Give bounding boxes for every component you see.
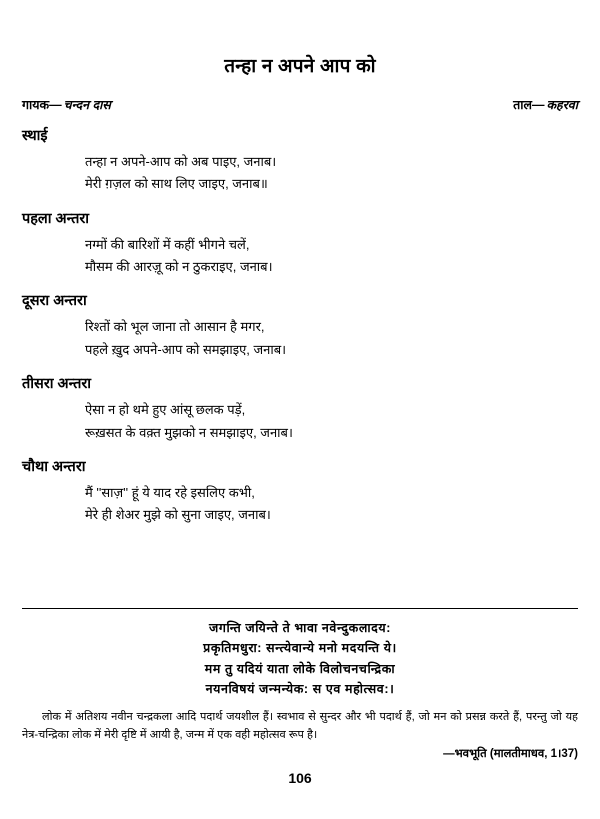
stanza-lines [22, 399, 578, 444]
taal-credit [513, 96, 578, 113]
taal-dash: — [531, 98, 545, 112]
stanza-label: दूसरा अन्तरा [22, 293, 87, 310]
stanza-lines [22, 482, 578, 527]
sanskrit-verse [22, 618, 578, 699]
sanskrit-line: नयनविषयं जन्मन्येक: स एव महोत्सव:। [205, 681, 395, 696]
sanskrit-line: प्रकृतिमधुरा: सन्त्येवान्ये मनो मदयन्ति ये। [203, 641, 397, 656]
verse-line: मौसम की आरज़ू को न ठुकराइए, जनाब। [85, 259, 273, 275]
singer-name: चन्दन दास [63, 98, 111, 112]
verse-line: पहले ख़ुद अपने-आप को समझाइए, जनाब। [85, 341, 287, 357]
translation-paragraph: लोक में अतिशय नवीन चन्द्रकला आदि पदार्थ जयशील हैं। स्वभाव से सुन्दर और भी पदार्थ हैं, जो मन को प्रसन्न करते हैं, परन्तु जो यह नेत्र-चन्द्रिका लोक में मेरी दृष्टि में आयी है, जन्म में एक वही महोत्सव रूप है। [22, 711, 578, 742]
stanza-lines [22, 316, 578, 361]
attribution-line: —भवभूति (मालतीमाधव, 1।37) [443, 748, 578, 761]
stanza-lines [22, 151, 578, 196]
lyrics-body [22, 126, 578, 540]
verse-line: मैं ''साज़'' हूं ये याद रहे इसलिए कभी, [85, 484, 255, 500]
stanza-label: चौथा अन्तरा [22, 458, 86, 475]
stanza [22, 126, 578, 196]
verse-line: रूख़सत के वक़्त मुझको न समझाइए, जनाब। [85, 424, 293, 440]
verse-line: मेरी ग़ज़ल को साथ लिए जाइए, जनाब॥ [85, 176, 268, 192]
verse-line: ऐसा न हो थमे हुए आंसू छलक पड़ें, [85, 402, 246, 418]
taal-label: ताल [513, 98, 532, 112]
stanza [22, 457, 578, 527]
verse-line: मेरे ही शेअर मुझे को सुना जाइए, जनाब। [85, 507, 271, 523]
singer-label: गायक [22, 98, 50, 112]
sanskrit-line: जगन्ति जयिन्ते ते भावा नवेन्दुकलादय: [208, 621, 392, 635]
stanza [22, 209, 578, 279]
sanskrit-line: मम तु यदियं याता लोके विलोचनचन्द्रिका [204, 661, 396, 676]
stanza-label: पहला अन्तरा [22, 210, 90, 227]
stanza [22, 374, 578, 444]
footer-quotation-block [22, 608, 578, 761]
taal-name: कहरवा [546, 98, 578, 112]
verse-line: रिश्तों को भूल जाना तो आसान है मगर, [85, 319, 265, 335]
horizontal-divider [22, 608, 578, 609]
stanza [22, 291, 578, 361]
stanza-lines [22, 234, 578, 279]
verse-line: तन्हा न अपने-आप को अब पाइए, जनाब। [85, 154, 277, 170]
verse-line: नग्मों की बारिशों में कहीं भीगने चलें, [85, 236, 250, 252]
stanza-label: स्थाई [22, 128, 48, 144]
stanza-label: तीसरा अन्तरा [22, 376, 92, 393]
singer-credit [22, 96, 111, 113]
page-title: तन्हा न अपने आप को [224, 56, 376, 77]
page-number: 106 [288, 770, 312, 786]
singer-dash: — [49, 98, 62, 112]
credits-row [22, 96, 578, 113]
